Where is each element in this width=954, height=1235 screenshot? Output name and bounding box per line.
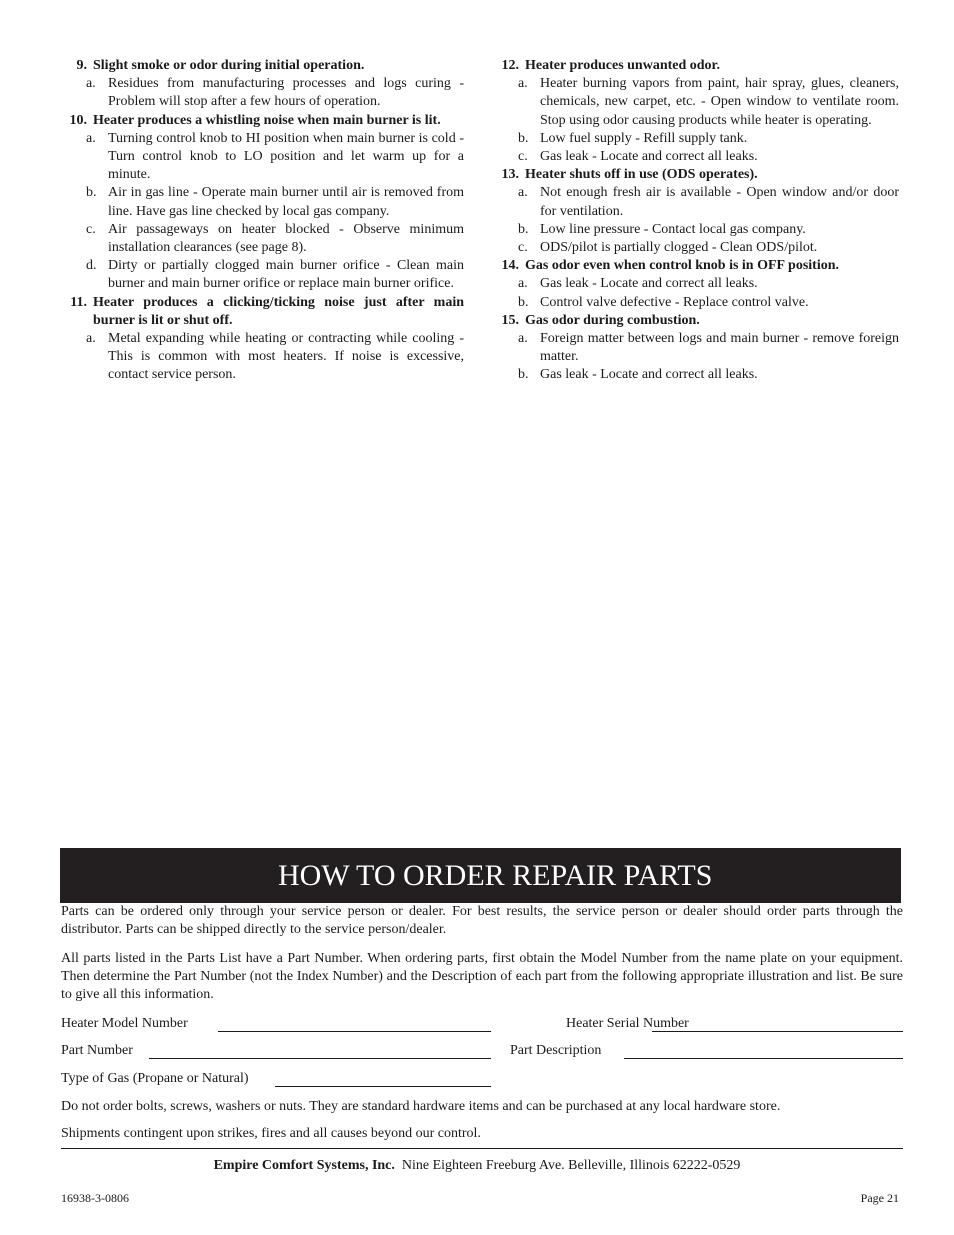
cause-letter: d. (86, 258, 97, 274)
item-cause (513, 148, 899, 166)
cause-text: Foreign matter between logs and main burner - remove foreign matter. (540, 331, 899, 365)
cause-letter: b. (518, 221, 529, 237)
cause-letter: a. (86, 130, 96, 146)
part-number-blank[interactable] (149, 1058, 491, 1059)
cause-text: Gas leak - Locate and correct all leaks. (540, 367, 758, 383)
cause-text: Residues from manufacturing processes and logs curing - Problem will stop after a few hours of operation. (108, 76, 464, 110)
item-cause (81, 257, 464, 293)
item-number: 10. (69, 112, 87, 128)
section-banner (60, 848, 901, 903)
item-heading (60, 112, 464, 130)
troubleshooting-left-column (60, 57, 464, 385)
item-heading (492, 312, 899, 330)
cause-letter: a. (86, 331, 96, 347)
item-cause (513, 75, 899, 130)
cause-letter: b. (518, 294, 529, 310)
footer-address-line (0, 1157, 954, 1175)
item-cause (513, 294, 899, 312)
cause-letter: a. (518, 185, 528, 201)
cause-text: Turning control knob to HI position when main burner is cold - Turn control knob to LO position and let warm up for a minute. (108, 130, 464, 183)
cause-text: Gas leak - Locate and correct all leaks. (540, 149, 758, 165)
ordering-paragraph-1: Parts can be ordered only through your service person or dealer. For best results, the service person or dealer should order parts through the distributor. Parts can be shipped directly to the service person/dealer. (61, 904, 903, 938)
cause-letter: c. (518, 240, 528, 256)
part-description-label: Part Description (510, 1043, 602, 1058)
item-title: Gas odor during combustion. (525, 312, 700, 328)
cause-letter: a. (518, 76, 528, 92)
heater-model-number-label: Heater Model Number (61, 1016, 188, 1031)
company-address: Nine Eighteen Freeburg Ave. Belleville, Illinois 62222-0529 (401, 1158, 741, 1173)
heater-serial-number-label: Heater Serial Number (566, 1016, 689, 1031)
item-cause (513, 130, 899, 148)
troubleshooting-item (60, 57, 464, 112)
item-title: Heater shuts off in use (ODS operates). (525, 167, 758, 183)
company-name: Empire Comfort Systems, Inc. (213, 1158, 395, 1173)
troubleshooting-right-column (492, 57, 899, 385)
cause-text: Metal expanding while heating or contracting while cooling - This is common with most heaters. If noise is excessive, contact service person. (108, 331, 464, 383)
troubleshooting-item (492, 257, 899, 312)
cause-text: Control valve defective - Replace control valve. (540, 294, 809, 310)
cause-text: Not enough fresh air is available - Open window and/or door for ventilation. (540, 185, 899, 219)
cause-text: Low fuel supply - Refill supply tank. (540, 130, 748, 146)
heater-serial-number-blank[interactable] (652, 1031, 903, 1032)
troubleshooting-item (60, 112, 464, 294)
item-cause (513, 239, 899, 257)
item-cause (81, 130, 464, 185)
item-heading (492, 166, 899, 184)
item-title: Gas odor even when control knob is in OFF position. (525, 258, 840, 274)
item-cause (513, 221, 899, 239)
document-number: 16938-3-0806 (61, 1191, 129, 1205)
item-title: Heater produces unwanted odor. (525, 58, 720, 73)
part-number-label: Part Number (61, 1043, 133, 1058)
cause-letter: a. (518, 331, 528, 347)
cause-text: Heater burning vapors from paint, hair spray, glues, cleaners, chemicals, new carpet, etc. - Open window to ventilate room. Stop using odor causing products while heater is operating. (540, 76, 899, 128)
item-cause (81, 221, 464, 257)
item-number: 9. (76, 58, 87, 73)
cause-letter: b. (86, 185, 97, 201)
cause-letter: c. (86, 221, 96, 237)
item-number: 11. (70, 294, 87, 310)
item-cause (81, 75, 464, 111)
page-number: Page 21 (860, 1191, 899, 1205)
item-title: Slight smoke or odor during initial operation. (93, 58, 365, 73)
ordering-paragraph-2: All parts listed in the Parts List have a Part Number. When ordering parts, first obtain the Model Number from the name plate on your equipment. Then determine the Part Number (not the Index Number) and the Description of each part from the following appropriate illustration and list. Be sure to give all this information. (61, 951, 903, 1003)
item-cause (513, 184, 899, 220)
troubleshooting-item (60, 294, 464, 385)
item-heading (60, 294, 464, 330)
troubleshooting-item (492, 57, 899, 166)
item-heading (492, 257, 899, 275)
gas-type-label: Type of Gas (Propane or Natural) (61, 1071, 249, 1086)
cause-text: Low line pressure - Contact local gas company. (540, 221, 806, 237)
item-number: 15. (501, 312, 519, 328)
shipments-note: Shipments contingent upon strikes, fires and all causes beyond our control. (61, 1126, 481, 1141)
item-cause (513, 275, 899, 293)
cause-letter: c. (518, 149, 528, 165)
item-cause (513, 330, 899, 366)
cause-text: ODS/pilot is partially clogged - Clean ODS/pilot. (540, 240, 818, 256)
cause-letter: b. (518, 130, 529, 146)
troubleshooting-item (492, 312, 899, 385)
cause-text: Dirty or partially clogged main burner orifice - Clean main burner and main burner orifice or replace main burner orifice. (108, 258, 464, 292)
troubleshooting-item (492, 166, 899, 257)
cause-text: Air passageways on heater blocked - Observe minimum installation clearances (see page 8). (108, 221, 464, 256)
item-cause (513, 366, 899, 384)
heater-model-number-blank[interactable] (218, 1031, 491, 1032)
item-number: 13. (501, 167, 519, 183)
item-number: 12. (501, 58, 519, 73)
gas-type-blank[interactable] (275, 1086, 491, 1087)
item-heading (492, 57, 899, 75)
cause-letter: a. (86, 76, 96, 92)
cause-text: Air in gas line - Operate main burner until air is removed from line. Have gas line checked by local gas company. (108, 185, 464, 219)
item-cause (81, 330, 464, 385)
item-heading (60, 57, 464, 75)
cause-letter: b. (518, 367, 529, 383)
footer-divider (61, 1148, 903, 1149)
item-cause (81, 184, 464, 220)
cause-letter: a. (518, 276, 528, 292)
section-heading: HOW TO ORDER REPAIR PARTS (278, 859, 713, 892)
item-title: Heater produces a whistling noise when main burner is lit. (93, 112, 441, 128)
hardware-note: Do not order bolts, screws, washers or nuts. They are standard hardware items and can be purchased at any local hardware store. (61, 1099, 781, 1114)
item-number: 14. (501, 258, 519, 274)
cause-text: Gas leak - Locate and correct all leaks. (540, 276, 758, 292)
part-description-blank[interactable] (624, 1058, 903, 1059)
item-title: Heater produces a clicking/ticking noise just after main burner is lit or shut off. (93, 294, 464, 328)
